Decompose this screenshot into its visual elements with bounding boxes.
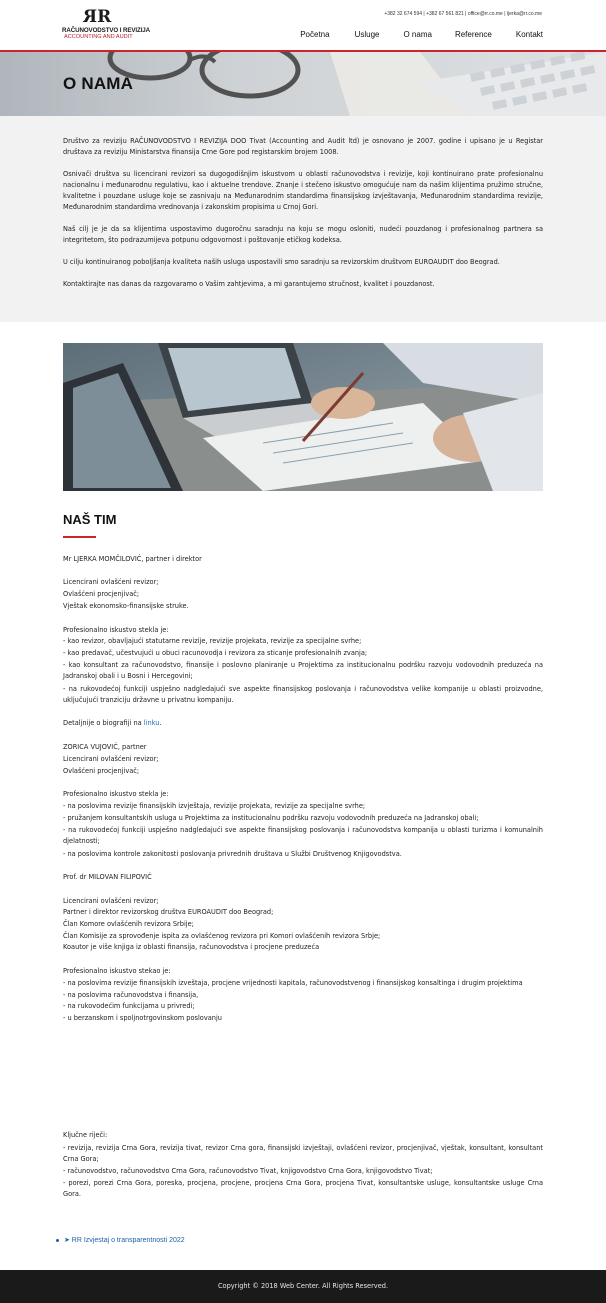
team-line: Profesionalno iskustvo stekao je: [63, 967, 171, 975]
intro-paragraph: U cilju kontinuiranog poboljšanja kvaliteta naših usluga uspostavili smo saradnju sa revizorskim društvom EUROAUDIT doo Beograd. [63, 258, 500, 266]
team-line: Profesionalno iskustvo stekla je: [63, 626, 169, 634]
logo-subtitle: ACCOUNTING AND AUDIT [64, 34, 133, 40]
team-line: Ovlašćeni procjenjivač; [63, 590, 140, 598]
team-line: Vještak ekonomsko-finansijske struke. [63, 602, 189, 610]
team-line: - na rukovodećim funkcijama u privredi; [63, 1002, 195, 1010]
hero-banner [0, 52, 606, 116]
office-work-image [63, 343, 543, 491]
team-line: Partner i direktor revizorskog društva EUROAUDIT doo Beograd; [63, 908, 274, 916]
nav-item-kontakt[interactable]: Kontakt [515, 30, 543, 39]
team-line: Licencirani ovlašćeni revizor; [63, 578, 159, 586]
team-line: Licencirani ovlašćeni revizor; [63, 755, 159, 763]
logo-title: RAČUNOVODSTVO I REVIZIJA [62, 27, 151, 34]
site-footer [0, 1270, 606, 1303]
header-contact-info: +382 32 674 594 | +382 67 561 821 | office@rr.co.me | ljerka@rr.co.me [384, 11, 542, 17]
team-line: Ovlašćeni procjenjivač; [63, 767, 140, 775]
team-line: Koautor je više knjiga iz oblasti finansija, računovodstva i procjene preduzeća [63, 943, 320, 951]
team-line: Član Komore ovlašćenih revizora Srbije; [63, 920, 194, 928]
biography-text: Detaljnije o biografiji na [63, 719, 144, 727]
intro-section [0, 116, 606, 322]
nav-item-o-nama[interactable]: O nama [403, 30, 432, 39]
team-line: - na poslovima kontrole zakonitosti poslovanja privrednih društava u Službi Društvenog Knjigovodstva. [63, 850, 402, 858]
intro-paragraph: Kontaktirajte nas danas da razgovaramo o Vašim zahtjevima, a mi garantujemo stručnost, kvalitet i pouzdanost. [63, 280, 435, 288]
nav-item-pocetna[interactable]: Početna [300, 30, 330, 39]
team-line: Licencirani ovlašćeni revizor; [63, 897, 159, 905]
nav-item-reference[interactable]: Reference [454, 30, 492, 39]
team-member-name: ZORICA VUJOVIĆ, partner [63, 743, 147, 751]
team-line: - u berzanskom i spoljnotrgovinskom poslovanju [63, 1014, 222, 1022]
keywords-label: Ključne riječi: [63, 1131, 108, 1139]
page-title: O NAMA [63, 74, 134, 93]
biography-line [63, 718, 543, 729]
company-logo[interactable] [62, 7, 151, 41]
intro-paragraph: Osnivači društva su licencirani revizori sa dugogodišnjim iskustvom u oblasti računovodstva i revizije, koji kontinuirano prate profesionalnu nacionalnu i međunarodnu regulativu, kao i aktuelne trendove. Znanje i stečeno iskustvo omogućuje nam da našim klijentima pružimo stručne, kvalitetne i pouzdane usluge koje se zasnivaju na Međunarodnim standardima finansijskog izvještavanja, Međunarodnim standardima revizije, Međunarodnim standardima vrednovanja i zakonskim propisima u Crnoj Gori. [63, 170, 543, 211]
team-line: - na poslovima revizije finansijskih izveštaja, procjene vrijednosti kapitala, računovodstvenog i finansijskog konsaltinga i drugim projektima [63, 979, 523, 987]
bullet-icon [56, 1239, 59, 1242]
main-nav [300, 30, 543, 39]
biography-period: . [159, 719, 162, 727]
keywords-line: - porezi, porezi Crna Gora, poreska, procjena, procjene, procjena Crna Gora, procjena Tivat, konsultantske usluge, konsultantske usluge Crna Gora. [63, 1179, 543, 1198]
team-member-name: Mr LJERKA MOMČILOVIĆ, partner i direktor [63, 555, 202, 563]
team-line: Profesionalno iskustvo stekla je: [63, 790, 169, 798]
team-heading-underline [63, 536, 96, 538]
intro-paragraph: Naš cilj je je da sa klijentima uspostavimo dugoročnu saradnju na koju se mogu osloniti, nudeći pouzdanog i profesionalnog partnera sa integritetom, što podrazumijeva potpunu odgovornost i poštovanje etičkog kodeksa. [63, 225, 543, 244]
transparency-report-link[interactable] [56, 1236, 185, 1244]
transparency-report-label: ➤ RR Izvjestaj o transparentnosti 2022 [64, 1237, 185, 1244]
copyright-text: Copyright © 2018 Web Center. All Rights Reserved. [217, 1282, 389, 1290]
team-heading: NAŠ TIM [63, 512, 117, 527]
logo-mark: RR [86, 7, 109, 27]
team-line: - na poslovima računovodstva i finansija, [63, 991, 199, 999]
team-line: Član Komisije za sprovođenje ispita za ovlašćenog revizora pri Komori ovlašćenih revizora Srbje; [63, 932, 381, 940]
keywords-line: - revizija, revizija Crna Gora, revizija tivat, revizor Crna gora, finansijski izvještaji, ovlašćeni revizor, procjenjivač, vještak, konsultant, konsultant Crna Gora; [63, 1144, 543, 1163]
team-line: - kao predavač, učestvujući u obuci racunovodja i revizora za sticanje profesionalnih zvanja; [63, 649, 368, 657]
site-header [0, 0, 606, 50]
keywords-line: - računovodstvo, računovodstvo Crna Gora, računovodstvo Tivat, knjigovodstvo Crna Gora, knjigovodstvo Tivat; [63, 1167, 433, 1175]
team-line: - pružanjem konsultantskih usluga u Projektima za institucionalnu podršku razvoju vodovodnih preduzeća na Jadranskoj obali; [63, 814, 479, 822]
team-line: - kao konsultant za računovodstvo, finansije i poslovno planiranje u Projektima za institucionalnu podršku razvoju vodovodnih preduzeća na Jadranskoj obali i u Bosni i Hercegovini; [63, 661, 543, 680]
team-line: - na poslovima revizije finansijskih izvještaja, revizije projekata, revizije za specijalne svrhe; [63, 802, 366, 810]
intro-paragraph: Društvo za reviziju RAČUNOVODSTVO I REVIZIJA DOO Tivat (Accounting and Audit ltd) je osnovano je 2007. godine i upisano je u Registar društava za reviziju Ministarstva finansija Crne Gore pod registarskim brojem 1008. [63, 137, 543, 156]
biography-link[interactable]: linku [143, 719, 160, 727]
team-line: - kao revizor, obavljajući statutarne revizije, revizije projekata, revizije za specijalne svrhe; [63, 637, 362, 645]
team-line: - na rukovodećoj funkciji uspješno nadgledajući sve aspekte finansijskog poslovanja i računovodstva kompanija u oblasti turizma i komunalnih djelatnosti; [63, 826, 543, 845]
team-member-name: Prof. dr MILOVAN FILIPOVIĆ [63, 873, 152, 881]
team-line: - na rukovodećoj funkciji uspješno nadgledajući sve aspekte finansijskog poslovanja i računovodstva velike kompanije u oblasti proizvodne, uključujući tranziciju državne u privatnu kompaniju. [63, 685, 543, 704]
nav-item-usluge[interactable]: Usluge [354, 30, 380, 39]
team-photo [63, 343, 543, 491]
